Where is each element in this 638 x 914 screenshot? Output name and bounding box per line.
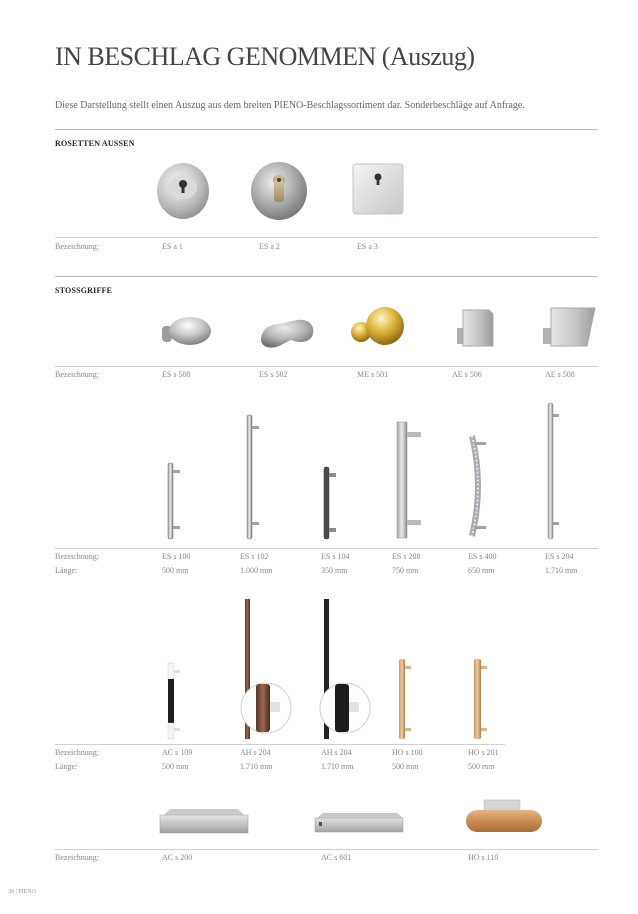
label-bezeichnung: Bezeichnung: [55,242,99,251]
product-code: AE s 506 [452,370,482,379]
product-length: 350 mm [321,566,348,575]
product-code: HO s 100 [392,748,423,757]
page-footer: 38 | PIENO [8,889,36,895]
product-code: ME s 501 [357,370,389,379]
product-code: ES s 502 [259,370,288,379]
product-image-ae-s-506 [455,306,497,350]
product-image-es-s-104 [316,466,340,540]
product-image-es-s-208 [392,420,424,540]
page-title: IN BESCHLAG GENOMMEN (Auszug) [55,42,475,71]
product-code: ES a 2 [259,242,280,251]
divider [55,849,598,850]
product-code: ES a 1 [162,242,183,251]
product-code: ES s 500 [162,370,191,379]
product-image-es-a-2 [248,160,310,222]
product-code: ES s 104 [321,552,350,561]
label-laenge: Länge: [55,566,78,575]
product-image-ho-s-100 [393,658,417,740]
product-code: AH s 204 [240,748,271,757]
product-length: 500 mm [162,762,189,771]
product-image-ac-s-109 [160,662,184,740]
divider [55,237,598,238]
product-image-ho-s-201 [468,658,492,740]
divider [55,276,598,277]
product-length: 1.710 mm [321,762,354,771]
product-code: AH s 204 [321,748,352,757]
product-image-ah-s-204-wood [238,598,294,740]
product-code: ES s 102 [240,552,269,561]
product-length: 1.710 mm [240,762,273,771]
product-image-es-s-204 [542,402,562,540]
product-image-ho-s-110 [464,798,544,836]
divider [55,548,598,549]
label-bezeichnung: Bezeichnung: [55,552,99,561]
product-code: AC s 601 [321,853,352,862]
product-code: ES s 208 [392,552,421,561]
product-length: 650 mm [468,566,495,575]
product-image-es-s-400 [466,432,494,540]
product-image-ac-s-601 [313,810,405,836]
label-bezeichnung: Bezeichnung: [55,748,99,757]
product-image-es-s-100 [160,462,184,540]
section-heading-stossgriffe: STOSSGRIFFE [55,286,113,295]
product-image-ae-s-508 [541,304,601,350]
product-image-es-s-502 [257,310,317,352]
product-image-ac-s-200 [158,805,250,837]
label-bezeichnung: Bezeichnung: [55,370,99,379]
label-laenge: Länge: [55,762,78,771]
product-length: 500 mm [468,762,495,771]
product-code: ES s 400 [468,552,497,561]
intro-text: Diese Darstellung stellt einen Auszug aus dem breiten PIENO-Beschlagssortiment dar. Sonderbeschläge auf Anfrage. [55,100,525,111]
product-image-ah-s-204-black [317,598,373,740]
divider [55,366,598,367]
product-image-me-s-501 [347,306,407,348]
product-image-es-s-500 [160,312,212,352]
product-code: HO s 201 [468,748,499,757]
product-code: ES s 204 [545,552,574,561]
product-image-es-a-3 [352,163,404,215]
product-image-es-s-102 [239,414,263,540]
divider [55,744,505,745]
product-code: ES s 100 [162,552,191,561]
product-length: 1.710 mm [545,566,578,575]
product-length: 1.000 mm [240,566,273,575]
product-length: 750 mm [392,566,419,575]
product-code: AC s 200 [162,853,193,862]
product-code: AE s 508 [545,370,575,379]
label-bezeichnung: Bezeichnung: [55,853,99,862]
product-image-es-a-1 [153,160,213,222]
divider [55,129,598,130]
product-code: AC s 109 [162,748,193,757]
section-heading-rosetten: ROSETTEN AUSSEN [55,139,135,148]
product-length: 500 mm [162,566,189,575]
product-length: 500 mm [392,762,419,771]
product-code: ES a 3 [357,242,378,251]
product-code: HO s 110 [468,853,499,862]
